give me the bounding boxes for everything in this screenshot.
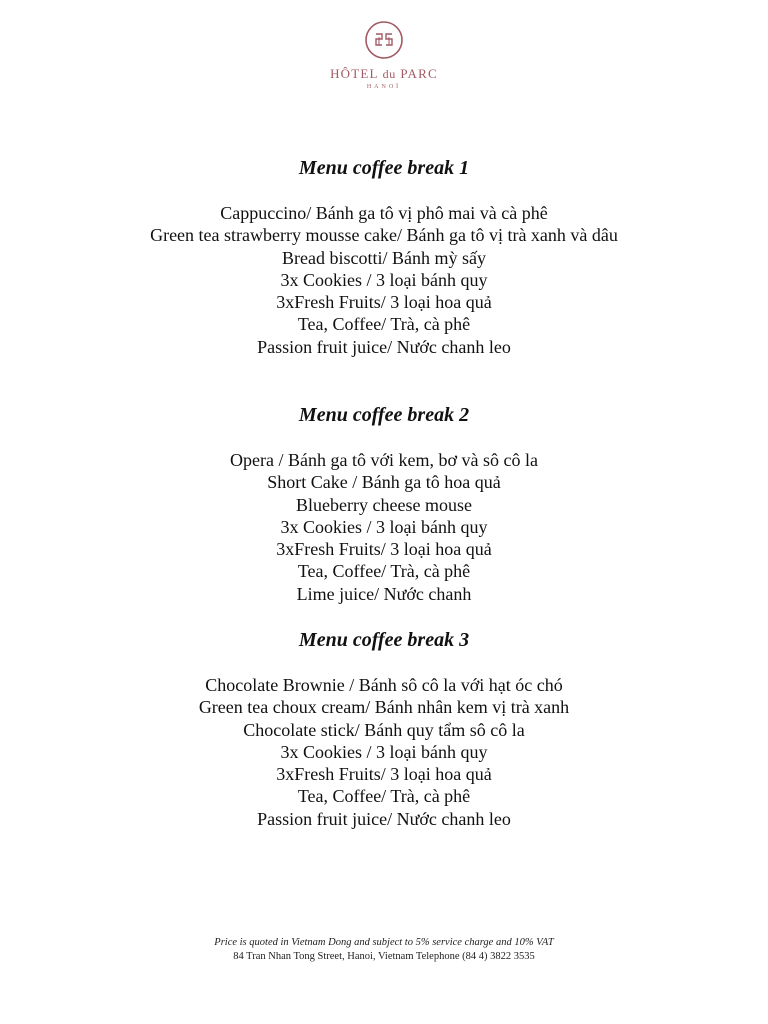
hotel-logo — [0, 20, 768, 90]
menu-item: Short Cake / Bánh ga tô hoa quả — [267, 472, 501, 493]
menu-item: Opera / Bánh ga tô với kem, bơ và sô cô la — [230, 450, 538, 470]
menu-item: Lime juice/ Nước chanh — [296, 583, 472, 604]
price-note: Price is quoted in Vietnam Dong and subject to 5% service charge and 10% VAT — [214, 937, 554, 948]
menu-item: Bread biscotti/ Bánh mỳ sấy — [282, 247, 486, 268]
menu-item: Tea, Coffee/ Trà, cà phê — [297, 314, 471, 335]
page-footer — [0, 936, 768, 964]
hotel-monogram-icon — [364, 20, 404, 60]
menu-item: Cappuccino/ Bánh ga tô vị phô mai và cà phê — [220, 203, 548, 223]
menu-section-2 — [0, 403, 768, 605]
menu-item: Passion fruit juice/ Nước chanh leo — [257, 808, 511, 829]
menu-item: Chocolate stick/ Bánh quy tẩm sô cô la — [243, 719, 525, 740]
menu-item: Blueberry cheese mouse — [296, 494, 472, 515]
menu-item: 3xFresh Fruits/ 3 loại hoa quả — [276, 292, 492, 313]
menu-item-list — [0, 202, 768, 358]
menu-item: Tea, Coffee/ Trà, cà phê — [297, 561, 471, 582]
hotel-name: HÔTEL du PARC — [330, 66, 438, 81]
menu-item-list — [0, 674, 768, 830]
menu-title: Menu coffee break 2 — [298, 404, 470, 426]
menu-item: 3x Cookies / 3 loại bánh quy — [280, 741, 488, 762]
hotel-address: 84 Tran Nhan Tong Street, Hanoi, Vietnam Telephone (84 4) 3822 3535 — [233, 951, 535, 962]
menu-item: Green tea choux cream/ Bánh nhân kem vị trà xanh — [198, 697, 570, 718]
menu-title: Menu coffee break 3 — [298, 629, 470, 651]
menu-title: Menu coffee break 1 — [298, 157, 470, 179]
menu-item: Green tea strawberry mousse cake/ Bánh ga tô vị trà xanh và dâu — [150, 225, 618, 246]
menu-item-list — [0, 449, 768, 605]
menu-item: 3xFresh Fruits/ 3 loại hoa quả — [276, 539, 492, 560]
menu-item: Tea, Coffee/ Trà, cà phê — [297, 786, 471, 807]
menu-item: Chocolate Brownie / Bánh sô cô la với hạt óc chó — [205, 675, 563, 695]
hotel-city: HANOÏ — [366, 84, 402, 90]
menu-section-1 — [0, 156, 768, 358]
menu-item: 3x Cookies / 3 loại bánh quy — [280, 269, 488, 290]
menu-item: 3xFresh Fruits/ 3 loại hoa quả — [276, 764, 492, 785]
menu-item: 3x Cookies / 3 loại bánh quy — [280, 516, 488, 537]
menu-item: Passion fruit juice/ Nước chanh leo — [257, 336, 511, 357]
menu-section-3 — [0, 628, 768, 830]
